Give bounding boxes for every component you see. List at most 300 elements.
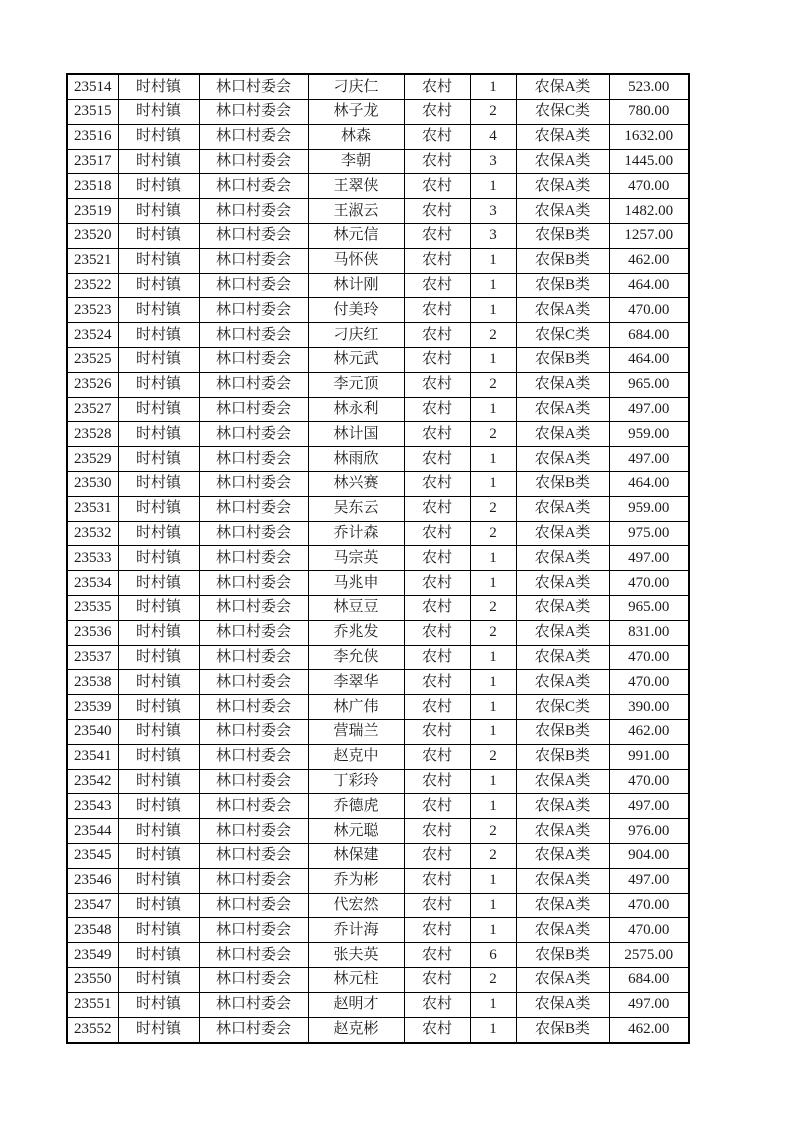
cell-amount: 470.00 xyxy=(609,769,689,794)
cell-person-count: 3 xyxy=(470,199,516,224)
insurance-benefits-table xyxy=(66,73,690,1044)
table-row xyxy=(67,769,689,794)
cell-village: 林口村委会 xyxy=(199,323,308,348)
cell-amount: 462.00 xyxy=(609,1017,689,1043)
cell-area-type: 农村 xyxy=(404,422,470,447)
cell-amount: 464.00 xyxy=(609,273,689,298)
cell-person-count: 1 xyxy=(470,992,516,1017)
cell-category: 农保A类 xyxy=(516,571,609,596)
cell-serial: 23521 xyxy=(67,248,118,273)
cell-amount: 470.00 xyxy=(609,918,689,943)
cell-name: 林元柱 xyxy=(308,967,404,992)
cell-village: 林口村委会 xyxy=(199,124,308,149)
cell-category: 农保C类 xyxy=(516,695,609,720)
cell-amount: 904.00 xyxy=(609,843,689,868)
cell-amount: 1482.00 xyxy=(609,199,689,224)
cell-serial: 23551 xyxy=(67,992,118,1017)
cell-name: 林子龙 xyxy=(308,100,404,125)
cell-name: 乔为彬 xyxy=(308,868,404,893)
cell-person-count: 1 xyxy=(470,720,516,745)
cell-village: 林口村委会 xyxy=(199,695,308,720)
table-row xyxy=(67,1017,689,1043)
cell-name: 乔兆发 xyxy=(308,620,404,645)
cell-name: 赵克中 xyxy=(308,744,404,769)
cell-name: 林广伟 xyxy=(308,695,404,720)
cell-town: 时村镇 xyxy=(118,943,199,968)
cell-category: 农保A类 xyxy=(516,447,609,472)
cell-name: 林兴赛 xyxy=(308,472,404,497)
cell-village: 林口村委会 xyxy=(199,843,308,868)
cell-category: 农保B类 xyxy=(516,720,609,745)
table-row xyxy=(67,100,689,125)
cell-village: 林口村委会 xyxy=(199,918,308,943)
cell-town: 时村镇 xyxy=(118,720,199,745)
cell-category: 农保A类 xyxy=(516,521,609,546)
table-row xyxy=(67,992,689,1017)
cell-person-count: 3 xyxy=(470,149,516,174)
cell-person-count: 1 xyxy=(470,571,516,596)
cell-village: 林口村委会 xyxy=(199,174,308,199)
cell-serial: 23546 xyxy=(67,868,118,893)
cell-town: 时村镇 xyxy=(118,620,199,645)
cell-area-type: 农村 xyxy=(404,1017,470,1043)
cell-serial: 23537 xyxy=(67,645,118,670)
table-row xyxy=(67,174,689,199)
cell-amount: 462.00 xyxy=(609,720,689,745)
cell-person-count: 6 xyxy=(470,943,516,968)
cell-name: 林计国 xyxy=(308,422,404,447)
cell-amount: 959.00 xyxy=(609,422,689,447)
table-row xyxy=(67,472,689,497)
cell-area-type: 农村 xyxy=(404,174,470,199)
cell-name: 林元武 xyxy=(308,348,404,373)
cell-name: 丁彩玲 xyxy=(308,769,404,794)
cell-area-type: 农村 xyxy=(404,769,470,794)
cell-amount: 497.00 xyxy=(609,397,689,422)
cell-amount: 470.00 xyxy=(609,645,689,670)
cell-village: 林口村委会 xyxy=(199,769,308,794)
cell-name: 马宗英 xyxy=(308,546,404,571)
cell-person-count: 2 xyxy=(470,100,516,125)
cell-village: 林口村委会 xyxy=(199,868,308,893)
cell-serial: 23529 xyxy=(67,447,118,472)
cell-town: 时村镇 xyxy=(118,769,199,794)
cell-area-type: 农村 xyxy=(404,248,470,273)
cell-amount: 464.00 xyxy=(609,348,689,373)
cell-village: 林口村委会 xyxy=(199,397,308,422)
table-row xyxy=(67,571,689,596)
table-row xyxy=(67,149,689,174)
cell-name: 张夫英 xyxy=(308,943,404,968)
cell-area-type: 农村 xyxy=(404,967,470,992)
cell-village: 林口村委会 xyxy=(199,273,308,298)
cell-person-count: 1 xyxy=(470,273,516,298)
cell-area-type: 农村 xyxy=(404,199,470,224)
cell-village: 林口村委会 xyxy=(199,943,308,968)
cell-category: 农保A类 xyxy=(516,620,609,645)
cell-serial: 23531 xyxy=(67,496,118,521)
cell-village: 林口村委会 xyxy=(199,645,308,670)
cell-area-type: 农村 xyxy=(404,74,470,100)
cell-village: 林口村委会 xyxy=(199,348,308,373)
cell-name: 马怀侠 xyxy=(308,248,404,273)
cell-area-type: 农村 xyxy=(404,645,470,670)
cell-area-type: 农村 xyxy=(404,323,470,348)
cell-person-count: 2 xyxy=(470,843,516,868)
cell-amount: 959.00 xyxy=(609,496,689,521)
table-row xyxy=(67,843,689,868)
cell-serial: 23547 xyxy=(67,893,118,918)
cell-area-type: 农村 xyxy=(404,397,470,422)
cell-person-count: 2 xyxy=(470,744,516,769)
cell-village: 林口村委会 xyxy=(199,372,308,397)
cell-town: 时村镇 xyxy=(118,100,199,125)
cell-name: 王翠侠 xyxy=(308,174,404,199)
cell-area-type: 农村 xyxy=(404,843,470,868)
cell-amount: 497.00 xyxy=(609,546,689,571)
cell-person-count: 2 xyxy=(470,323,516,348)
cell-category: 农保B类 xyxy=(516,472,609,497)
cell-village: 林口村委会 xyxy=(199,546,308,571)
cell-category: 农保C类 xyxy=(516,323,609,348)
table-row xyxy=(67,224,689,249)
table-row xyxy=(67,521,689,546)
cell-amount: 1632.00 xyxy=(609,124,689,149)
cell-person-count: 1 xyxy=(470,472,516,497)
cell-amount: 965.00 xyxy=(609,372,689,397)
cell-town: 时村镇 xyxy=(118,372,199,397)
table-row xyxy=(67,397,689,422)
cell-village: 林口村委会 xyxy=(199,620,308,645)
cell-serial: 23532 xyxy=(67,521,118,546)
cell-serial: 23526 xyxy=(67,372,118,397)
cell-town: 时村镇 xyxy=(118,422,199,447)
cell-town: 时村镇 xyxy=(118,819,199,844)
cell-name: 林森 xyxy=(308,124,404,149)
cell-category: 农保A类 xyxy=(516,843,609,868)
cell-amount: 470.00 xyxy=(609,298,689,323)
table-row xyxy=(67,422,689,447)
table-row xyxy=(67,372,689,397)
cell-town: 时村镇 xyxy=(118,397,199,422)
cell-serial: 23538 xyxy=(67,670,118,695)
cell-name: 赵克彬 xyxy=(308,1017,404,1043)
cell-area-type: 农村 xyxy=(404,496,470,521)
cell-person-count: 1 xyxy=(470,645,516,670)
cell-area-type: 农村 xyxy=(404,447,470,472)
table-row xyxy=(67,868,689,893)
table-row xyxy=(67,298,689,323)
cell-town: 时村镇 xyxy=(118,695,199,720)
cell-category: 农保A类 xyxy=(516,298,609,323)
table-row xyxy=(67,447,689,472)
cell-category: 农保B类 xyxy=(516,943,609,968)
cell-name: 林计刚 xyxy=(308,273,404,298)
cell-town: 时村镇 xyxy=(118,496,199,521)
cell-town: 时村镇 xyxy=(118,124,199,149)
cell-person-count: 1 xyxy=(470,546,516,571)
cell-town: 时村镇 xyxy=(118,546,199,571)
cell-area-type: 农村 xyxy=(404,819,470,844)
cell-name: 林雨欣 xyxy=(308,447,404,472)
cell-area-type: 农村 xyxy=(404,224,470,249)
cell-person-count: 1 xyxy=(470,174,516,199)
cell-amount: 831.00 xyxy=(609,620,689,645)
cell-village: 林口村委会 xyxy=(199,74,308,100)
cell-village: 林口村委会 xyxy=(199,224,308,249)
cell-town: 时村镇 xyxy=(118,645,199,670)
cell-amount: 965.00 xyxy=(609,596,689,621)
cell-category: 农保A类 xyxy=(516,124,609,149)
cell-name: 林豆豆 xyxy=(308,596,404,621)
cell-person-count: 1 xyxy=(470,918,516,943)
cell-serial: 23540 xyxy=(67,720,118,745)
cell-amount: 470.00 xyxy=(609,174,689,199)
cell-name: 代宏然 xyxy=(308,893,404,918)
table-row xyxy=(67,273,689,298)
cell-category: 农保A类 xyxy=(516,670,609,695)
cell-town: 时村镇 xyxy=(118,174,199,199)
cell-category: 农保A类 xyxy=(516,918,609,943)
cell-person-count: 2 xyxy=(470,422,516,447)
cell-category: 农保A类 xyxy=(516,868,609,893)
cell-person-count: 1 xyxy=(470,298,516,323)
cell-area-type: 农村 xyxy=(404,571,470,596)
cell-amount: 462.00 xyxy=(609,248,689,273)
cell-serial: 23539 xyxy=(67,695,118,720)
cell-town: 时村镇 xyxy=(118,447,199,472)
cell-village: 林口村委会 xyxy=(199,100,308,125)
cell-category: 农保B类 xyxy=(516,273,609,298)
cell-area-type: 农村 xyxy=(404,918,470,943)
cell-village: 林口村委会 xyxy=(199,149,308,174)
cell-serial: 23516 xyxy=(67,124,118,149)
cell-town: 时村镇 xyxy=(118,992,199,1017)
cell-village: 林口村委会 xyxy=(199,893,308,918)
cell-serial: 23550 xyxy=(67,967,118,992)
cell-town: 时村镇 xyxy=(118,472,199,497)
cell-village: 林口村委会 xyxy=(199,1017,308,1043)
cell-category: 农保A类 xyxy=(516,645,609,670)
cell-amount: 390.00 xyxy=(609,695,689,720)
cell-amount: 991.00 xyxy=(609,744,689,769)
table-row xyxy=(67,744,689,769)
cell-amount: 2575.00 xyxy=(609,943,689,968)
cell-name: 李允侠 xyxy=(308,645,404,670)
cell-name: 林元信 xyxy=(308,224,404,249)
cell-name: 王淑云 xyxy=(308,199,404,224)
table-row xyxy=(67,546,689,571)
cell-town: 时村镇 xyxy=(118,199,199,224)
cell-area-type: 农村 xyxy=(404,372,470,397)
cell-serial: 23533 xyxy=(67,546,118,571)
cell-person-count: 2 xyxy=(470,620,516,645)
cell-serial: 23520 xyxy=(67,224,118,249)
table-row xyxy=(67,967,689,992)
cell-category: 农保A类 xyxy=(516,967,609,992)
cell-area-type: 农村 xyxy=(404,893,470,918)
cell-name: 营瑞兰 xyxy=(308,720,404,745)
cell-serial: 23542 xyxy=(67,769,118,794)
cell-name: 李朝 xyxy=(308,149,404,174)
cell-serial: 23519 xyxy=(67,199,118,224)
cell-village: 林口村委会 xyxy=(199,521,308,546)
cell-person-count: 1 xyxy=(470,1017,516,1043)
cell-person-count: 1 xyxy=(470,695,516,720)
cell-amount: 1257.00 xyxy=(609,224,689,249)
cell-person-count: 1 xyxy=(470,868,516,893)
cell-category: 农保A类 xyxy=(516,74,609,100)
cell-serial: 23543 xyxy=(67,794,118,819)
cell-person-count: 1 xyxy=(470,670,516,695)
cell-village: 林口村委会 xyxy=(199,571,308,596)
cell-person-count: 2 xyxy=(470,496,516,521)
table-row xyxy=(67,620,689,645)
cell-serial: 23527 xyxy=(67,397,118,422)
cell-person-count: 1 xyxy=(470,397,516,422)
cell-serial: 23528 xyxy=(67,422,118,447)
cell-name: 付美玲 xyxy=(308,298,404,323)
cell-area-type: 农村 xyxy=(404,472,470,497)
cell-category: 农保A类 xyxy=(516,496,609,521)
cell-area-type: 农村 xyxy=(404,695,470,720)
cell-amount: 464.00 xyxy=(609,472,689,497)
cell-village: 林口村委会 xyxy=(199,744,308,769)
cell-amount: 975.00 xyxy=(609,521,689,546)
table-row xyxy=(67,124,689,149)
cell-town: 时村镇 xyxy=(118,298,199,323)
cell-village: 林口村委会 xyxy=(199,298,308,323)
cell-amount: 684.00 xyxy=(609,967,689,992)
cell-category: 农保B类 xyxy=(516,1017,609,1043)
cell-town: 时村镇 xyxy=(118,224,199,249)
cell-village: 林口村委会 xyxy=(199,819,308,844)
cell-village: 林口村委会 xyxy=(199,472,308,497)
cell-town: 时村镇 xyxy=(118,571,199,596)
cell-area-type: 农村 xyxy=(404,273,470,298)
table-row xyxy=(67,943,689,968)
cell-village: 林口村委会 xyxy=(199,967,308,992)
cell-category: 农保A类 xyxy=(516,794,609,819)
table-row xyxy=(67,670,689,695)
cell-area-type: 农村 xyxy=(404,348,470,373)
cell-amount: 780.00 xyxy=(609,100,689,125)
cell-category: 农保A类 xyxy=(516,769,609,794)
cell-area-type: 农村 xyxy=(404,744,470,769)
cell-category: 农保B类 xyxy=(516,744,609,769)
cell-serial: 23523 xyxy=(67,298,118,323)
cell-area-type: 农村 xyxy=(404,546,470,571)
cell-area-type: 农村 xyxy=(404,868,470,893)
cell-area-type: 农村 xyxy=(404,149,470,174)
cell-category: 农保A类 xyxy=(516,174,609,199)
cell-area-type: 农村 xyxy=(404,100,470,125)
cell-serial: 23524 xyxy=(67,323,118,348)
cell-name: 乔德虎 xyxy=(308,794,404,819)
cell-name: 刁庆红 xyxy=(308,323,404,348)
cell-village: 林口村委会 xyxy=(199,447,308,472)
table-row xyxy=(67,199,689,224)
cell-area-type: 农村 xyxy=(404,992,470,1017)
cell-village: 林口村委会 xyxy=(199,496,308,521)
cell-serial: 23541 xyxy=(67,744,118,769)
cell-area-type: 农村 xyxy=(404,521,470,546)
cell-amount: 497.00 xyxy=(609,447,689,472)
cell-village: 林口村委会 xyxy=(199,992,308,1017)
cell-category: 农保A类 xyxy=(516,819,609,844)
cell-category: 农保B类 xyxy=(516,224,609,249)
cell-name: 赵明才 xyxy=(308,992,404,1017)
cell-person-count: 4 xyxy=(470,124,516,149)
cell-category: 农保B类 xyxy=(516,248,609,273)
cell-category: 农保A类 xyxy=(516,397,609,422)
cell-name: 乔计海 xyxy=(308,918,404,943)
cell-village: 林口村委会 xyxy=(199,248,308,273)
cell-category: 农保A类 xyxy=(516,596,609,621)
cell-serial: 23515 xyxy=(67,100,118,125)
cell-serial: 23518 xyxy=(67,174,118,199)
table-row xyxy=(67,645,689,670)
cell-amount: 523.00 xyxy=(609,74,689,100)
cell-person-count: 2 xyxy=(470,819,516,844)
cell-name: 李翠华 xyxy=(308,670,404,695)
cell-category: 农保A类 xyxy=(516,372,609,397)
cell-village: 林口村委会 xyxy=(199,720,308,745)
cell-serial: 23545 xyxy=(67,843,118,868)
cell-area-type: 农村 xyxy=(404,124,470,149)
cell-category: 农保C类 xyxy=(516,100,609,125)
cell-serial: 23522 xyxy=(67,273,118,298)
cell-serial: 23525 xyxy=(67,348,118,373)
cell-village: 林口村委会 xyxy=(199,199,308,224)
cell-town: 时村镇 xyxy=(118,348,199,373)
cell-serial: 23548 xyxy=(67,918,118,943)
cell-category: 农保A类 xyxy=(516,199,609,224)
cell-amount: 976.00 xyxy=(609,819,689,844)
cell-amount: 470.00 xyxy=(609,571,689,596)
cell-area-type: 农村 xyxy=(404,298,470,323)
cell-person-count: 2 xyxy=(470,521,516,546)
cell-area-type: 农村 xyxy=(404,596,470,621)
cell-town: 时村镇 xyxy=(118,868,199,893)
table-row xyxy=(67,720,689,745)
cell-town: 时村镇 xyxy=(118,149,199,174)
cell-amount: 497.00 xyxy=(609,992,689,1017)
cell-area-type: 农村 xyxy=(404,943,470,968)
cell-person-count: 1 xyxy=(470,248,516,273)
cell-person-count: 1 xyxy=(470,348,516,373)
table-row xyxy=(67,794,689,819)
cell-person-count: 1 xyxy=(470,794,516,819)
cell-town: 时村镇 xyxy=(118,967,199,992)
cell-person-count: 1 xyxy=(470,769,516,794)
table-row xyxy=(67,248,689,273)
cell-category: 农保A类 xyxy=(516,422,609,447)
cell-town: 时村镇 xyxy=(118,843,199,868)
cell-serial: 23536 xyxy=(67,620,118,645)
table-row xyxy=(67,348,689,373)
cell-town: 时村镇 xyxy=(118,596,199,621)
cell-person-count: 3 xyxy=(470,224,516,249)
table-row xyxy=(67,819,689,844)
cell-person-count: 1 xyxy=(470,893,516,918)
cell-person-count: 2 xyxy=(470,372,516,397)
cell-town: 时村镇 xyxy=(118,918,199,943)
table-row xyxy=(67,323,689,348)
cell-amount: 1445.00 xyxy=(609,149,689,174)
cell-area-type: 农村 xyxy=(404,720,470,745)
cell-town: 时村镇 xyxy=(118,744,199,769)
